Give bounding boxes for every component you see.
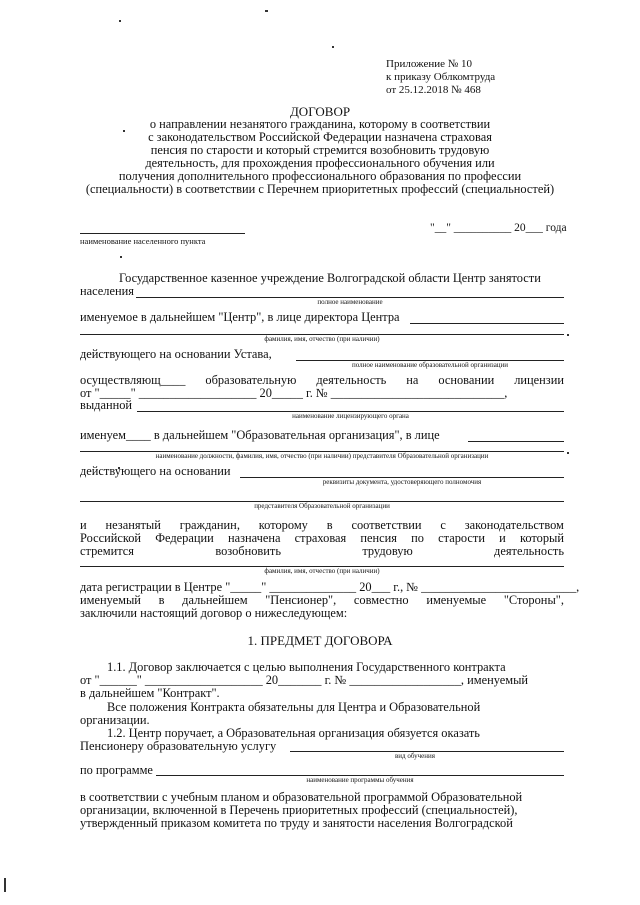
title-line: пенсия по старости и который стремится возобновить трудовую	[150, 143, 490, 157]
title-line: с законодательством Российской Федерации назначена страховая	[148, 130, 492, 144]
place-field[interactable]	[80, 233, 245, 234]
word: лицензии	[514, 373, 564, 387]
named-center-text: именуемое в дальнейшем "Центр", в лице директора Центра	[80, 310, 400, 324]
word: по	[411, 531, 424, 545]
scan-speck	[120, 256, 122, 258]
word: старости	[438, 531, 485, 545]
caption-full-name: полное наименование	[317, 298, 383, 306]
word: совместно	[353, 593, 409, 607]
clause-1-2-line: Пенсионеру образовательную услугу	[80, 739, 277, 753]
word: именуемые	[426, 593, 487, 607]
word: законодательством	[464, 518, 564, 532]
clause-1-1-line: 1.1. Договор заключается с целью выполнения Государственного контракта	[107, 660, 506, 674]
word: "Пенсионер",	[265, 593, 337, 607]
caption-representative: наименование должности, фамилия, имя, отчество (при наличии) представителя Образовательной организации	[155, 452, 489, 460]
registration-date-field[interactable]: дата регистрации в Центре "_____" ______________ 20___ г., № _________________________,	[80, 580, 580, 594]
center-intro-line: Государственное казенное учреждение Волгоградской области Центр занятости	[119, 271, 541, 285]
section-1-heading: 1. ПРЕДМЕТ ДОГОВОРА	[247, 633, 393, 648]
word: который	[519, 531, 564, 545]
director-name-field[interactable]	[410, 323, 564, 324]
title-heading: ДОГОВОР	[289, 104, 351, 119]
word: основании	[438, 373, 495, 387]
word: с	[440, 518, 446, 532]
word: возобновить	[215, 544, 281, 558]
concluded-text: заключили настоящий договор о нижеследующем:	[80, 606, 348, 620]
word: образовательную	[205, 373, 297, 387]
citizen-line	[80, 545, 564, 557]
acting-basis-text: действующего на основании	[80, 464, 231, 478]
word: осуществляющ____	[80, 373, 186, 387]
word: которому	[258, 518, 308, 532]
word: и	[499, 531, 506, 545]
title-line: (специальности) в соответствии с Перечнем приоритетных профессий (специальностей)	[85, 182, 555, 196]
final-line: утвержденный приказом комитета по труду и занятости населения Волгоградской	[80, 816, 513, 830]
contract-date-number-field[interactable]: от "______" ___________________ 20_______ г. № __________________, именуемый	[80, 673, 529, 687]
acting-charter-text: действующего на основании Устава,	[80, 347, 272, 361]
scan-speck	[119, 20, 121, 22]
provisions-line: организации.	[80, 713, 150, 727]
named-pensioner-line	[80, 594, 564, 606]
word: Российской	[80, 531, 142, 545]
word: деятельность	[316, 373, 387, 387]
caption-fio-2: фамилия, имя, отчество (при наличии)	[264, 567, 380, 575]
caption-training-type: вид обучения	[395, 752, 435, 760]
scan-speck	[567, 452, 569, 454]
word: стремится	[80, 544, 134, 558]
final-line: организации, включенной в Перечень приоритетных профессий (специальностей),	[80, 803, 518, 817]
word: назначена	[227, 531, 281, 545]
appendix-order: к приказу Облкомтруда	[386, 71, 496, 83]
title-line: получения дополнительного профессионального образования по профессии	[118, 169, 522, 183]
word: "Стороны",	[503, 593, 564, 607]
word: в	[326, 518, 333, 532]
clause-1-1-line: в дальнейшем "Контракт".	[80, 686, 220, 700]
scan-speck	[332, 46, 334, 48]
caption-license-org: наименование лицензирующего органа	[292, 412, 409, 420]
title-line: о направлении незанятого гражданина, которому в соответствии	[149, 117, 491, 131]
title-line: деятельность, для прохождения профессионального обучения или	[145, 156, 495, 170]
word: в	[158, 593, 165, 607]
caption-fio: фамилия, имя, отчество (при наличии)	[264, 335, 380, 343]
word: гражданин,	[179, 518, 240, 532]
place-caption: наименование населенного пункта	[80, 236, 206, 246]
word: трудовую	[362, 544, 413, 558]
license-date-field[interactable]: от "_____" ___________________ 20_____ г. № ____________________________,	[80, 386, 508, 400]
named-org-text: именуем____ в дальнейшем "Образовательная организация", в лице	[80, 428, 440, 442]
word: на	[406, 373, 419, 387]
word: Федерации	[155, 531, 214, 545]
word: именуемый	[80, 593, 141, 607]
provisions-line: Все положения Контракта обязательны для Центра и Образовательной	[107, 700, 481, 714]
word: пенсия	[360, 531, 397, 545]
caption-requisites: реквизиты документа, удостоверяющего полномочия	[322, 478, 482, 486]
word: соответствии	[351, 518, 422, 532]
rep-name-field[interactable]	[468, 441, 564, 442]
word: незанятый	[105, 518, 161, 532]
program-label: по программе	[80, 763, 153, 777]
word: страховая	[294, 531, 347, 545]
contract-date-field[interactable]: "__" __________ 20___ года	[430, 222, 567, 234]
clause-1-2-line: 1.2. Центр поручает, а Образовательная организация обязуется оказать	[107, 726, 480, 740]
issued-label: выданной	[80, 398, 133, 412]
caption-program-name: наименование программы обучения	[306, 776, 414, 784]
appendix-number: Приложение № 10	[386, 58, 473, 70]
word: и	[80, 518, 87, 532]
citizen-line	[80, 532, 564, 544]
word: дальнейшем	[182, 593, 248, 607]
scan-speck	[4, 878, 6, 892]
center-intro-line: населения	[80, 284, 134, 298]
word: деятельность	[494, 544, 564, 558]
citizen-line	[80, 519, 564, 531]
scan-speck	[265, 10, 268, 12]
caption-rep-org: представителя Образовательной организации	[254, 502, 390, 510]
carrying-activity-line	[80, 374, 564, 386]
caption-org-name: полное наименование образовательной организации	[351, 361, 509, 369]
scan-speck	[567, 334, 569, 336]
final-line: в соответствии с учебным планом и образовательной программой Образовательной	[80, 790, 523, 804]
appendix-date: от 25.12.2018 № 468	[386, 84, 481, 96]
